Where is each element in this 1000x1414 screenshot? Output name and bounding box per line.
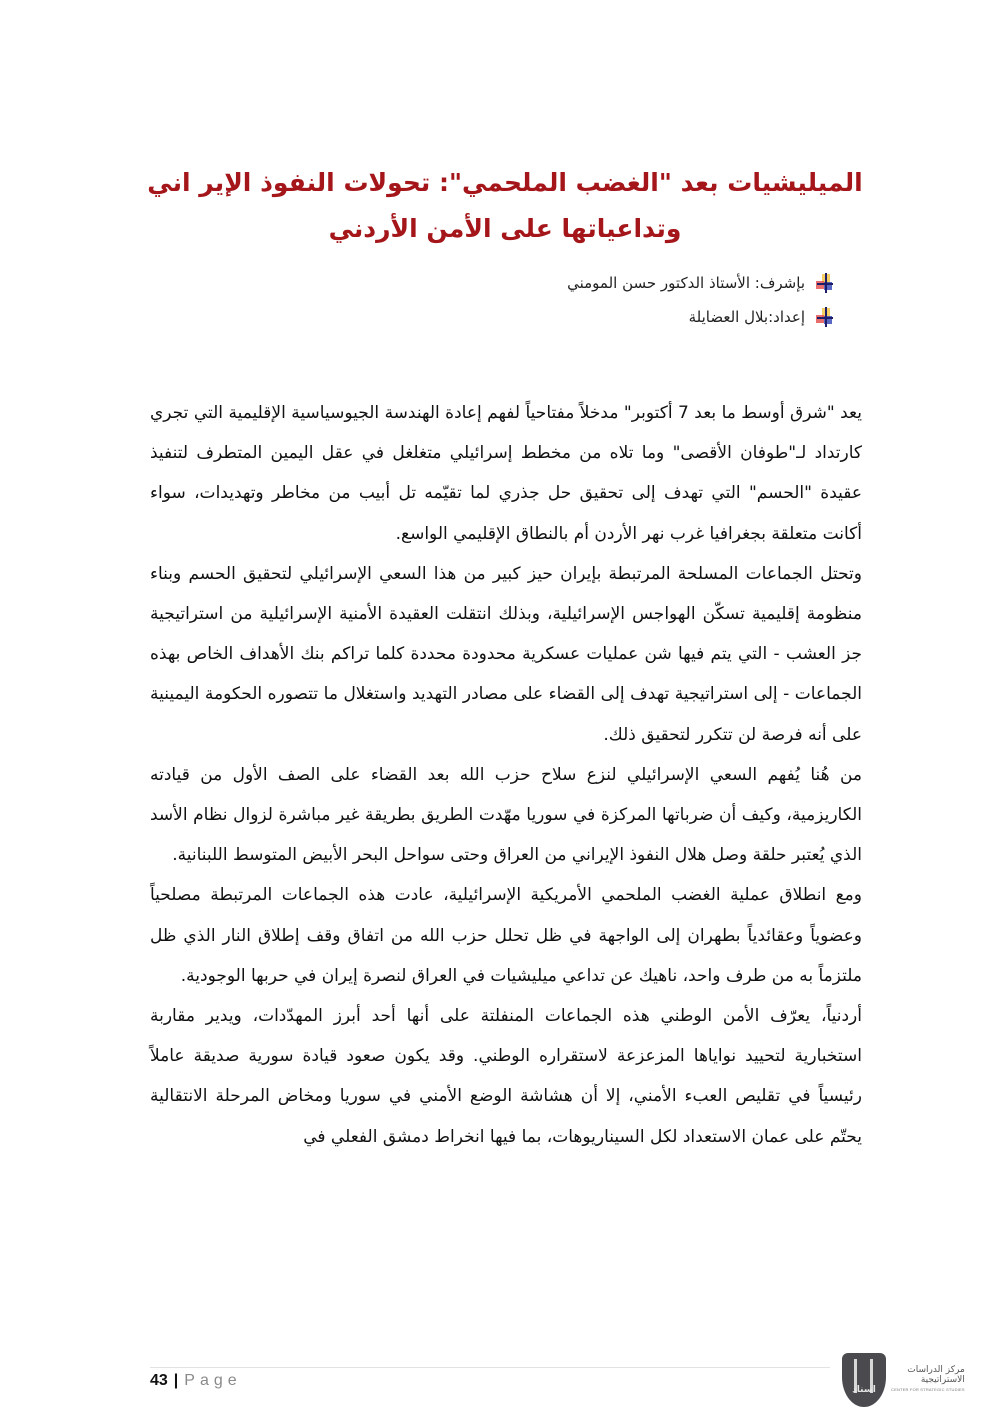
logo-english: CENTER FOR STRATEGIC STUDIES (891, 1387, 965, 1392)
logo-arabic-line2: الاستراتيجية (920, 1375, 965, 1385)
center-logo (842, 1350, 992, 1410)
credit-author (435, 300, 835, 334)
page-number-value: 43 (150, 1372, 168, 1389)
logo-arabic-line1: مركز الدراسات (907, 1365, 965, 1375)
credits-list (435, 266, 835, 334)
paragraph: ومع انطلاق عملية الغضب الملحمي الأمريكية الإسرائيلية، عادت هذه الجماعات المرتبطة مصلحياً وعضوياً وعقائدياً بطهران إلى الواجهة في ظل تحلل حزب الله من اتفاق وقف إطلاق النار الذي ظل ملتزماً به من طرف واحد، ناهيك عن تداعي ميليشيات في العراق لنصرة إيران في حربها الوجودية. (150, 885, 862, 986)
colored-cross-bullet-icon (815, 307, 835, 327)
paragraph: يعد "شرق أوسط ما بعد 7 أكتوبر" مدخلاً مفتاحياً لفهم إعادة الهندسة الجيوسياسية الإقليمية التي تجري كارتداد لـ"طوفان الأقصى" وما تلاه من مخطط إسرائيلي متغلغل في عقل اليمين المتطرف لتنفيذ عقيدة "الحسم" التي تهدف إلى تحقيق حل جذري لما تقيّمه تل أبيب من مخاطر وتهديدات، سواء أكانت متعلقة بجغرافيا غرب نهر الأردن أم بالنطاق الإقليمي الواسع. (150, 403, 862, 544)
credit-supervisor (435, 266, 835, 300)
document-title: الميليشيات بعد "الغضب الملحمي": تحولات النفوذ الإير اني وتداعياتها على الأمن الأردني (147, 168, 863, 243)
paragraph: من هُنا يُفهم السعي الإسرائيلي لنزع سلاح حزب الله بعد القضاء على الصف الأول من قيادته الكاريزمية، وكيف أن ضرباتها المركزة في سوريا مهّدت الطريق بطريقة غير مباشرة لزوال نظام الأسد الذي يُعتبر حلقة وصل هلال النفوذ الإيراني من العراق وحتى سواحل البحر الأبيض المتوسط اللبنانية. (150, 764, 862, 866)
article-body (150, 393, 862, 1157)
logo-text (891, 1365, 965, 1395)
shield-logo-icon (842, 1353, 886, 1407)
footer-divider (150, 1367, 830, 1368)
page-number-separator: | (173, 1372, 179, 1389)
logo-mark-text: اسناد (852, 1385, 876, 1395)
page-number (150, 1372, 242, 1390)
paragraph: أردنياً، يعرّف الأمن الوطني هذه الجماعات المنفلتة على أنها أحد أبرز المهدّدات، ويدير مقاربة استخبارية لتحييد نواياها المزعزعة لاستقراره الوطني. وقد يكون صعود قيادة سورية صديقة عاملاً رئيسياً في تقليص العبء الأمني، إلا أن هشاشة الوضع الأمني في سوريا ومخاض المرحلة الانتقالية يحتّم على عمان الاستعداد لكل السيناريوهات، بما فيها انخراط دمشق الفعلي في (150, 1006, 862, 1147)
colored-cross-bullet-icon (815, 273, 835, 293)
paragraph: وتحتل الجماعات المسلحة المرتبطة بإيران حيز كبير من هذا السعي الإسرائيلي لتحقيق الحسم وبناء منظومة إقليمية تسكّن الهواجس الإسرائيلية، وبذلك انتقلت العقيدة الأمنية الإسرائيلية من استراتيجية جز العشب - التي يتم فيها شن عمليات عسكرية محدودة محددة كلما تراكم بنك الأهداف الخاص بهذه الجماعات - إلى استراتيجية تهدف إلى القضاء على مصادر التهديد واستغلال ما تتصوره الحكومة اليمينية على أنه فرصة لن تتكرر لتحقيق ذلك. (150, 563, 862, 745)
credit-supervisor-text: بإشرف: الأستاذ الدكتور حسن المومني (567, 274, 805, 292)
credit-author-text: إعداد:بلال العضايلة (688, 308, 805, 326)
page-word: Page (184, 1372, 242, 1389)
